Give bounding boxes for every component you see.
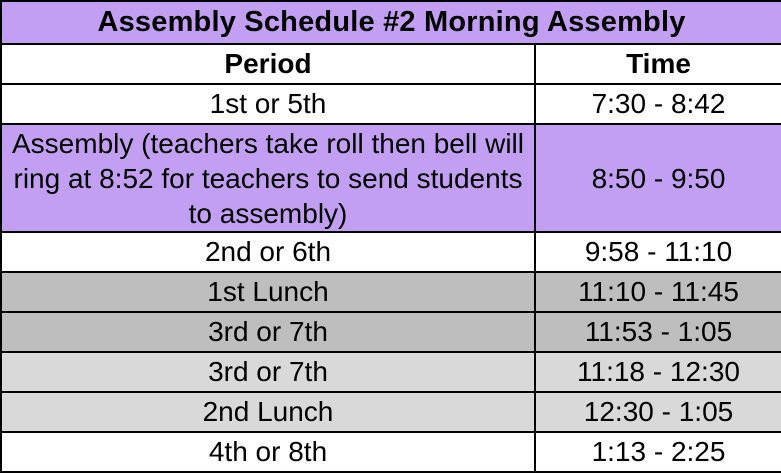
- header-row: [1, 44, 781, 84]
- time-cell: 11:10 - 11:45: [535, 272, 781, 312]
- table-row: [1, 232, 781, 272]
- table-row: [1, 352, 781, 392]
- time-cell: 12:30 - 1:05: [535, 392, 781, 432]
- time-cell: 8:50 - 9:50: [535, 124, 781, 232]
- period-cell: 3rd or 7th: [1, 352, 535, 392]
- time-cell: 11:18 - 12:30: [535, 352, 781, 392]
- schedule-title: Assembly Schedule #2 Morning Assembly: [1, 1, 781, 44]
- period-cell: 1st or 5th: [1, 84, 535, 124]
- table-row: [1, 392, 781, 432]
- period-cell: 2nd or 6th: [1, 232, 535, 272]
- time-cell: 9:58 - 11:10: [535, 232, 781, 272]
- table-row: [1, 312, 781, 352]
- time-cell: 7:30 - 8:42: [535, 84, 781, 124]
- time-header: Time: [535, 44, 781, 84]
- title-row: [1, 1, 781, 44]
- time-cell: 1:13 - 2:25: [535, 432, 781, 472]
- table-row: [1, 124, 781, 232]
- period-cell: Assembly (teachers take roll then bell will ring at 8:52 for teachers to send students to assembly): [1, 124, 535, 232]
- period-cell: 4th or 8th: [1, 432, 535, 472]
- table-row: [1, 84, 781, 124]
- table-row: [1, 432, 781, 472]
- period-cell: 3rd or 7th: [1, 312, 535, 352]
- period-cell: 2nd Lunch: [1, 392, 535, 432]
- period-header: Period: [1, 44, 535, 84]
- time-cell: 11:53 - 1:05: [535, 312, 781, 352]
- period-cell: 1st Lunch: [1, 272, 535, 312]
- table-row: [1, 272, 781, 312]
